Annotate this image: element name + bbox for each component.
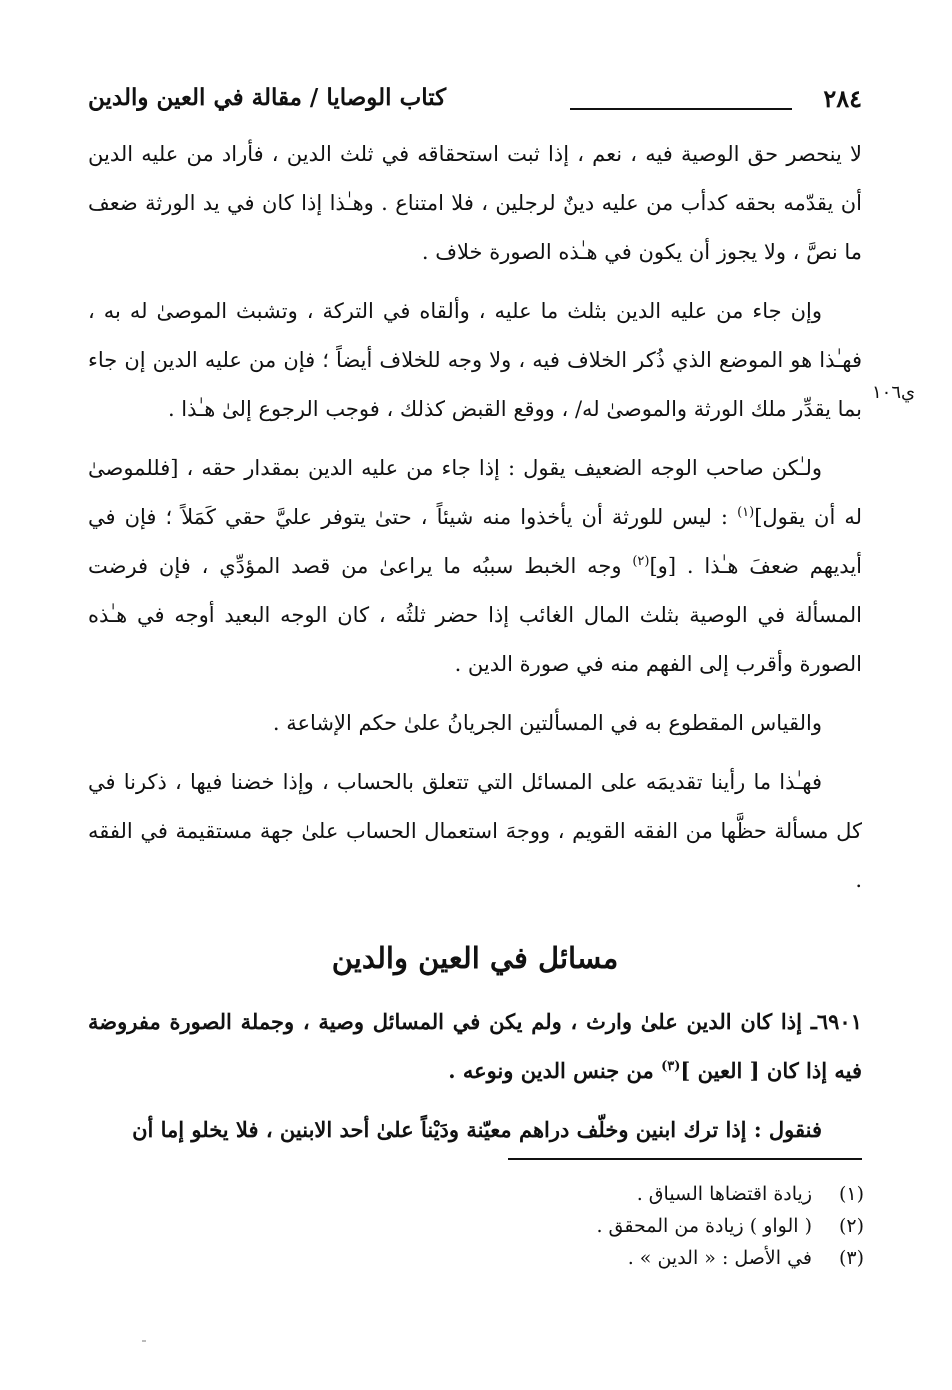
footnote-text: ( الواو ) زيادة من المحقق . — [596, 1215, 812, 1237]
paragraph-text: وجه الخبط سببُه ما يراعىٰ من قصد المؤدِّي ، فإن فرضت المسألة في الوصية بثلث المال الغائب إذا حضر ثلثُه ، كان الوجه البعيد أوجه في هـٰذه الصورة وأقرب إلى الفهم منه في صورة الدين . — [88, 554, 862, 676]
paragraph-issue-6901 — [88, 997, 862, 1095]
paragraph-text: فهـٰذا ما رأينا تقديمَه على المسائل التي تتعلق بالحساب ، وإذا خضنا فيها ، ذكرنا في كل مسألة حظَّها من الفقه القويم ، ووجهَ استعمال الحساب علىٰ جهة مستقيمة في الفقه . — [88, 770, 862, 892]
footnote-number: (٢) — [838, 1215, 864, 1237]
footnote-separator — [508, 1158, 862, 1160]
footnotes — [304, 1178, 864, 1274]
paragraph-text: ولـٰكن صاحب الوجه الضعيف يقول : إذا جاء من عليه الدين بمقدار حقه ، [فللموصىٰ له أن يقول] — [88, 456, 863, 529]
footnote-1 — [304, 1178, 864, 1210]
section-heading: مسائل في العين والدين — [331, 941, 619, 975]
paragraph-4 — [88, 699, 862, 748]
footnote-text: زيادة اقتضاها السياق . — [636, 1183, 812, 1205]
footnote-ref-1[interactable]: (١) — [737, 505, 755, 520]
paragraph-continuation — [88, 1105, 862, 1154]
paragraph-text: لا ينحصر حق الوصية فيه ، نعم ، إذا ثبت استحقاقه في ثلث الدين ، فأراد من عليه الدين أن يقدّمه بحقه كدأب من عليه دينٌ لرجلين ، فلا امتناع . وهـٰذا إذا كان في يد الورثة ضعف ما نصَّ ، ولا يجوز أن يكون في هـٰذه الصورة خلاف . — [88, 142, 862, 264]
footnote-ref-3[interactable]: (٣) — [661, 1059, 681, 1074]
header-rule — [570, 108, 792, 110]
paragraph-text: وإن جاء من عليه الدين بثلث ما عليه ، وألقاه في التركة ، وتشبث الموصىٰ له به ، فهـٰذا هو الموضع الذي ذُكر الخلاف فيه ، ولا وجه للخلاف أيضاً ؛ فإن من عليه الدين إن جاء بما يقدِّر ملك الورثة والموصىٰ له/ ، ووقع القبض كذلك ، فوجب الرجوع إلىٰ هـٰذا . — [88, 299, 862, 421]
paragraph-text: : ليس للورثة أن يأخذوا منه شيئاً ، حتىٰ يتوفر عليَّ حقي كَمَلاً ؛ فإن في أيديهم ضعفَ هـٰذا . [و] — [88, 505, 863, 578]
paragraph-text: والقياس المقطوع به في المسألتين الجريانُ علىٰ حكم الإشاعة . — [272, 711, 822, 735]
manuscript-folio-note: ي١٠٦ — [872, 382, 916, 403]
paragraph-3 — [88, 444, 862, 689]
footnote-text: في الأصل : « الدين » . — [627, 1247, 812, 1269]
paragraph-5 — [88, 758, 862, 905]
running-title: كتاب الوصايا / مقالة في العين والدين — [88, 84, 447, 111]
page-number: ٢٨٤ — [823, 84, 862, 113]
scan-artifact — [142, 1340, 146, 1342]
body-text — [88, 130, 862, 1164]
footnote-number: (٣) — [838, 1247, 864, 1269]
footnote-2 — [304, 1210, 864, 1242]
paragraph-text: ٦٩٠١ـ إذا كان الدين علىٰ وارث ، ولم يكن في المسائل وصية ، وجملة الصورة مفروضة فيه إذا كان [ العين ] — [88, 1009, 862, 1083]
paragraph-2 — [88, 287, 862, 434]
running-header — [88, 84, 862, 120]
footnote-number: (١) — [838, 1183, 864, 1205]
paragraph-1 — [88, 130, 862, 277]
footnote-ref-2[interactable]: (٢) — [632, 554, 650, 569]
paragraph-text: فنقول : إذا ترك ابنين وخلّف دراهم معيّنة ودَيْناً علىٰ أحد الابنين ، فلا يخلو إما أن — [132, 1117, 822, 1142]
paragraph-text: من جنس الدين ونوعه . — [448, 1058, 662, 1083]
footnote-3 — [304, 1242, 864, 1274]
